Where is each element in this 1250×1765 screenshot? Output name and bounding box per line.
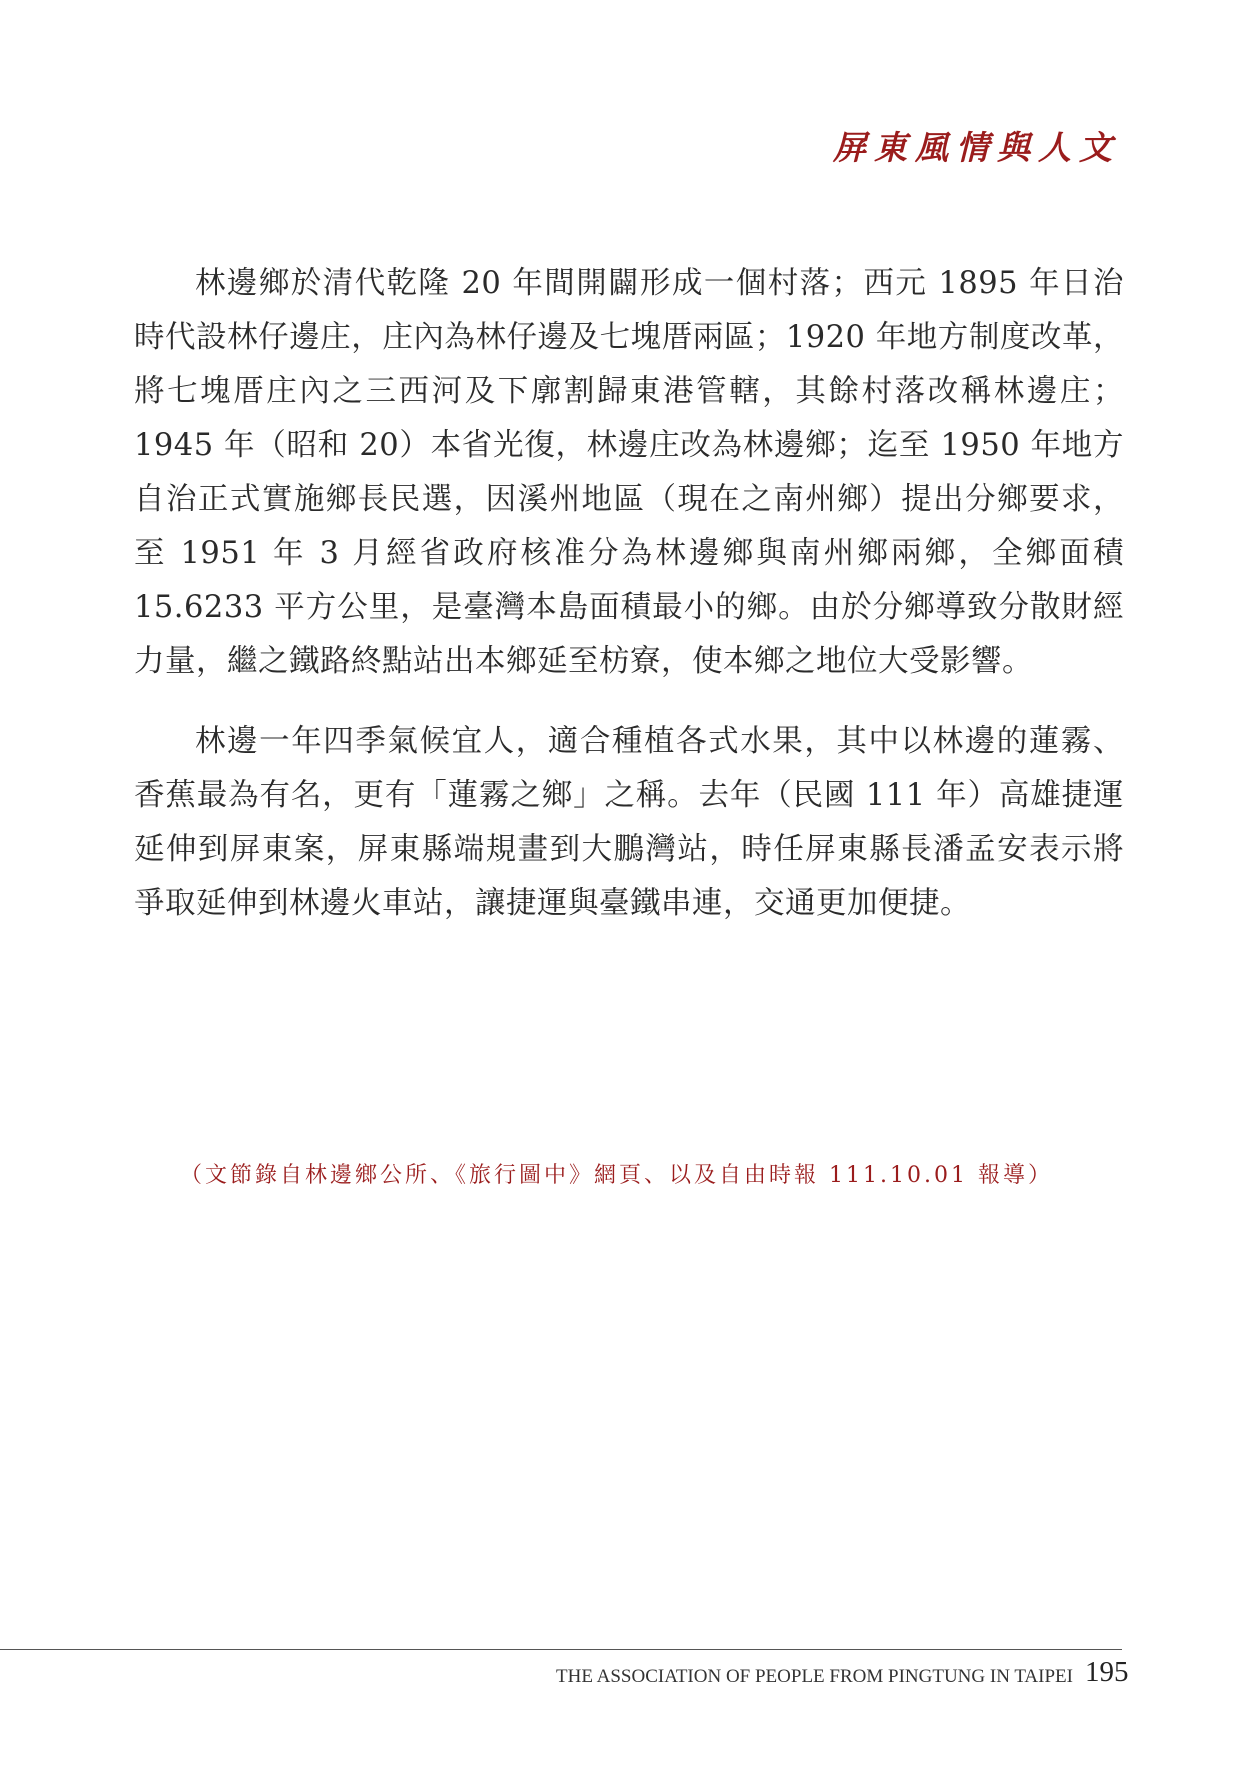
footer-divider: [0, 1649, 1122, 1650]
article-body: [134, 257, 1124, 957]
footer-organization: THE ASSOCIATION OF PEOPLE FROM PINGTUNG IN TAIPEI: [556, 1666, 1073, 1687]
source-citation: （文節錄自林邊鄉公所、《旅行圖中》網頁、以及自由時報 111.10.01 報導）: [180, 1163, 1053, 1188]
running-header-title: 屏東風情與人文: [833, 128, 1120, 167]
paragraph-history: 林邊鄉於清代乾隆 20 年間開闢形成一個村落；西元 1895 年日治時代設林仔邊庄，庄內為林仔邊及七塊厝兩區；1920 年地方制度改革，將七塊厝庄內之三西河及下廓割歸東港管轄，其餘村落改稱林邊庄；1945 年（昭和 20）本省光復，林邊庄改為林邊鄉；迄至 1950 年地方自治正式實施鄉長民選，因溪州地區（現在之南州鄉）提出分鄉要求，至 1951 年 3 月經省政府核准分為林邊鄉與南州鄉兩鄉，全鄉面積 15.6233 平方公里，是臺灣本島面積最小的鄉。由於分鄉導致分散財經力量，繼之鐵路終點站出本鄉延至枋寮，使本鄉之地位大受影響。: [134, 266, 1124, 679]
page-number: 195: [1085, 1656, 1129, 1688]
paragraph-produce-transit: 林邊一年四季氣候宜人，適合種植各式水果，其中以林邊的蓮霧、香蕉最為有名，更有「蓮霧之鄉」之稱。去年（民國 111 年）高雄捷運延伸到屏東案，屏東縣端規畫到大鵬灣站，時任屏東縣長潘孟安表示將爭取延伸到林邊火車站，讓捷運與臺鐵串連，交通更加便捷。: [134, 724, 1124, 921]
